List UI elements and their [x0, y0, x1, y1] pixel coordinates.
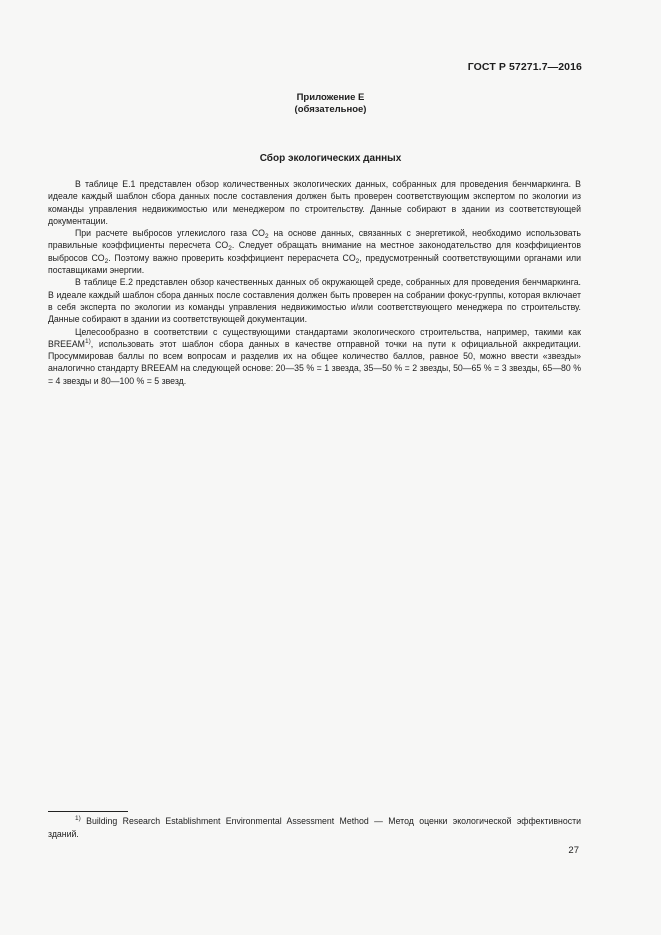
page-number: 27: [568, 845, 579, 856]
subscript: 2: [228, 245, 232, 253]
paragraph-2-part-e: , предусмотренный соответствующими органами или поставщиками энергии.: [48, 252, 581, 276]
paragraph-3: В таблице Е.2 представлен обзор качественных данных об окружающей среде, собранных для проведения бенчмаркинга. В идеале каждый шаблон сбора данных после составления должен быть проверен на собрании фокус-группы, которая включает в себя эксперта по экологии из команды управления недвижимостью и/или соответствующего менеджера по строительству. Данные собирают в здании из соответствующей документации.: [48, 277, 581, 325]
footnote-reference[interactable]: 1): [84, 337, 91, 345]
paragraph-2: [48, 227, 581, 276]
body-text: [48, 178, 581, 387]
footnote-text: Building Research Establishment Environmental Assessment Method — Метод оценки экологической эффективности зданий.: [48, 816, 581, 839]
annex-title: Приложение Е: [296, 92, 365, 103]
footnote-divider: [48, 811, 128, 812]
footnote-mark: 1): [75, 815, 81, 822]
footnote: [48, 815, 581, 841]
annex-status: (обязательное): [294, 104, 367, 115]
paragraph-2-part-a: При расчете выбросов углекислого газа CO: [75, 228, 265, 239]
section-title: Сбор экологических данных: [259, 153, 402, 164]
paragraph-2-part-c: . Следует обращать внимание на местное законодательство для коэффициентов выбросов CO: [48, 240, 582, 263]
paragraph-4: [48, 326, 581, 387]
standard-header: ГОСТ Р 57271.7—2016: [467, 61, 582, 73]
paragraph-2-part-b: на основе данных, связанных с энергетикой, необходимо использовать правильные коэффициенты пересчета CO: [48, 228, 581, 251]
paragraph-2-part-d: . Поэтому важно проверить коэффициент перерасчета CO: [108, 252, 356, 263]
annex-heading: [0, 92, 661, 116]
paragraph-4-part-b: , использовать этот шаблон сбора данных в качестве отправной точки на пути к официальной аккредитации. Просуммировав баллы по всем вопросам и разделив их на общее количество баллов, равное 50, можно ввести «звезды» аналогично стандарту BREEAM на следующей основе: 20—35 % = 1 звезда, 35—50 % = 2 звезды, 50—65 % = 3 звезды, 65—80 % = 4 звезды и 80—100 % = 5 звезд.: [48, 338, 581, 386]
subscript: 2: [264, 233, 269, 241]
paragraph-4-part-a: Целесообразно в соответствии с существующими стандартами экологического строительства, например, такими как BREEAM: [48, 326, 581, 349]
paragraph-1: В таблице Е.1 представлен обзор количественных экологических данных, собранных для проведения бенчмаркинга. В идеале каждый шаблон сбора данных после составления должен быть проверен соответствующим экспертом по экологии из команды управления недвижимостью или менеджером по строительству. Данные собирают в здании из соответствующей документации.: [48, 179, 581, 226]
subscript: 2: [104, 257, 109, 265]
subscript: 2: [355, 257, 360, 265]
